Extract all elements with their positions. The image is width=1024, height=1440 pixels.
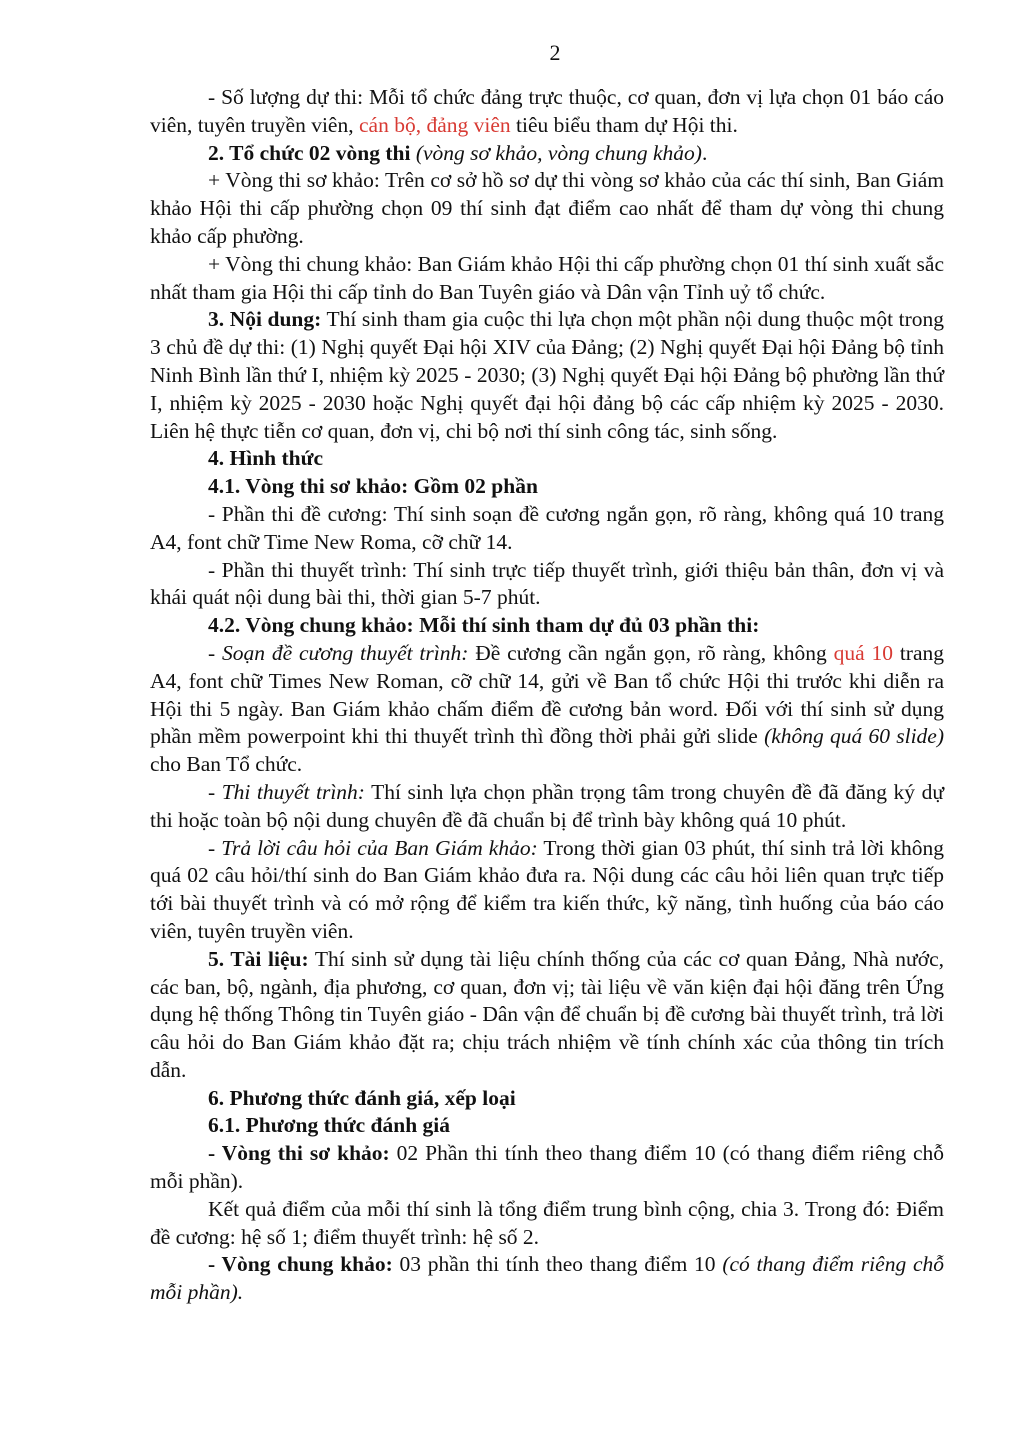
highlighted-text: quá 10 — [833, 640, 893, 665]
section-4-heading: 4. Hình thức — [208, 446, 324, 471]
section-5-documents: 5. Tài liệu: Thí sinh sử dụng tài liệu chính thống của các cơ quan Đảng, Nhà nước, các ban, bộ, ngành, địa phương, cơ quan, đơn vị; tài liệu về văn kiện đại hội đăng trên Ứng dụng hệ thống Thông tin Tuyên giáo - Dân vận để chuẩn bị đề cương bài thuyết trình, trả lời câu hỏi do Ban Giám khảo đặt ra; chịu trách nhiệm về tính chính xác của thông tin trích dẫn. — [150, 946, 944, 1082]
section-6-heading: 6. Phương thức đánh giá, xếp loại — [208, 1085, 516, 1110]
paragraph-final-scoring: - Vòng chung khảo: 03 phần thi tính theo thang điểm 10 (có thang điểm riêng chỗ mỗi phần). — [150, 1252, 944, 1305]
page-number: 2 — [549, 40, 561, 65]
paragraph-preliminary-round: + Vòng thi sơ khảo: Trên cơ sở hồ sơ dự thi vòng sơ khảo của các thí sinh, Ban Giám khảo Hội thi cấp phường chọn 09 thí sinh đạt điểm cao nhất để tham dự vòng thi chung khảo cấp phường. — [150, 168, 944, 248]
paragraph-prepare-outline: - Soạn đề cương thuyết trình: Đề cương cần ngắn gọn, rõ ràng, không quá 10 trang A4, font chữ Times New Roman, cỡ chữ 14, gửi về Ban tổ chức Hội thi trước khi diễn ra Hội thi 5 ngày. Ban Giám khảo chấm điểm đề cương bản word. Đối với thí sinh sử dụng phần mềm powerpoint khi thi thuyết trình thì đồng thời phải gửi slide (không quá 60 slide) cho Ban Tổ chức. — [150, 640, 944, 777]
paragraph-final-round: + Vòng thi chung khảo: Ban Giám khảo Hội thi cấp phường chọn 01 thí sinh xuất sắc nhất tham gia Hội thi cấp tỉnh do Ban Tuyên giáo và Dân vận Tỉnh uỷ tổ chức. — [150, 251, 944, 304]
section-2-heading: 2. Tổ chức 02 vòng thi (vòng sơ khảo, vòng chung khảo). — [208, 140, 708, 165]
section-3-content: 3. Nội dung: Thí sinh tham gia cuộc thi lựa chọn một phần nội dung thuộc một trong 3 chủ đề dự thi: (1) Nghị quyết Đại hội XIV của Đảng; (2) Nghị quyết Đại hội Đảng bộ tỉnh Ninh Bình lần thứ I, nhiệm kỳ 2025 - 2030; (3) Nghị quyết Đại hội Đảng bộ phường lần thứ I, nhiệm kỳ 2025 - 2030 hoặc Nghị quyết đại hội đảng bộ các cấp nhiệm kỳ 2025 - 2030. Liên hệ thực tiễn cơ quan, đơn vị, chi bộ nơi thí sinh công tác, sinh sống. — [150, 307, 944, 443]
paragraph-participants: - Số lượng dự thi: Mỗi tổ chức đảng trực thuộc, cơ quan, đơn vị lựa chọn 01 báo cáo viên, tuyên truyền viên, cán bộ, đảng viên tiêu biểu tham dự Hội thi. — [150, 85, 944, 137]
paragraph-answer-questions: - Trả lời câu hỏi của Ban Giám khảo: Trong thời gian 03 phút, thí sinh trả lời không quá 02 câu hỏi/thí sinh do Ban Giám khảo đưa ra. Nội dung các câu hỏi liên quan trực tiếp tới bài thuyết trình và có mở rộng để kiểm tra kiến thức, kỹ năng, tình huống của báo cáo viên, tuyên truyền viên. — [150, 835, 945, 943]
section-4-2-heading: 4.2. Vòng chung khảo: Mỗi thí sinh tham dự đủ 03 phần thi: — [208, 613, 760, 638]
paragraph-presentation: - Thi thuyết trình: Thí sinh lựa chọn phần trọng tâm trong chuyên đề đã đăng ký dự thi hoặc toàn bộ nội dung chuyên đề đã chuẩn bị để trình bày không quá 10 phút. — [150, 779, 944, 832]
paragraph-presentation-part: - Phần thi thuyết trình: Thí sinh trực tiếp thuyết trình, giới thiệu bản thân, đơn vị và khái quát nội dung bài thi, thời gian 5-7 phút. — [150, 557, 944, 610]
paragraph-outline-part: - Phần thi đề cương: Thí sinh soạn đề cương ngắn gọn, rõ ràng, không quá 10 trang A4, font chữ Time New Roma, cỡ chữ 14. — [150, 501, 944, 554]
paragraph-preliminary-scoring: - Vòng thi sơ khảo: 02 Phần thi tính theo thang điểm 10 (có thang điểm riêng chỗ mỗi phần). — [150, 1141, 944, 1194]
highlighted-text: cán bộ, đảng viên — [358, 112, 511, 137]
paragraph-score-result: Kết quả điểm của mỗi thí sinh là tổng điểm trung bình cộng, chia 3. Trong đó: Điểm đề cương: hệ số 1; điểm thuyết trình: hệ số 2. — [150, 1196, 944, 1249]
section-6-1-heading: 6.1. Phương thức đánh giá — [208, 1113, 451, 1138]
section-4-1-heading: 4.1. Vòng thi sơ khảo: Gồm 02 phần — [208, 474, 538, 499]
